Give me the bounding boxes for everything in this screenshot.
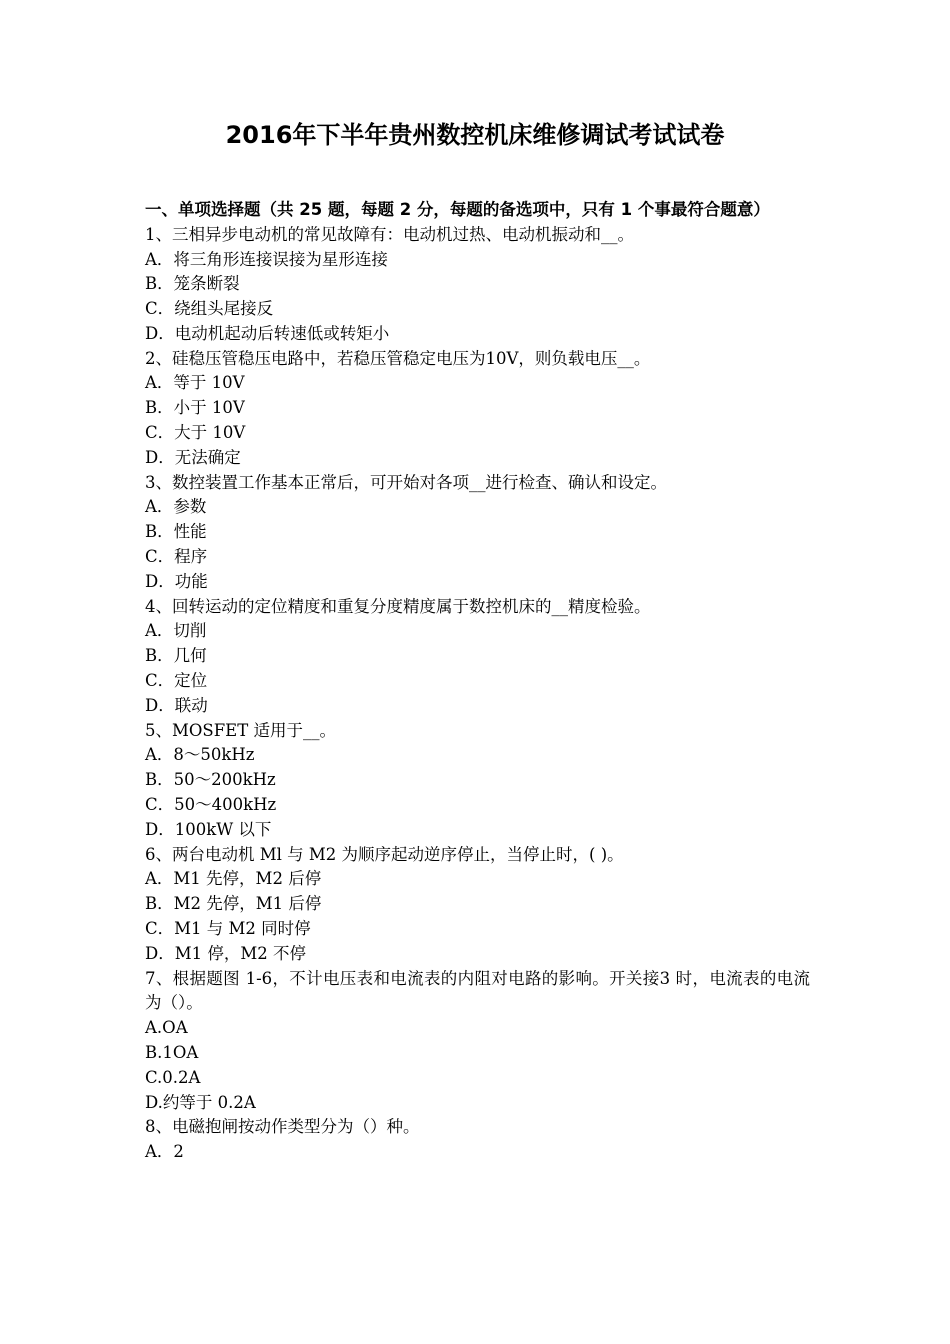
answer-option: A．2 [145, 1142, 184, 1162]
question-stem: 1、三相异步电动机的常见故障有：电动机过热、电动机振动和__。 [145, 224, 634, 244]
answer-option: C．大于 10V [145, 423, 246, 443]
document-title: 2016年下半年贵州数控机床维修调试考试试卷 [225, 121, 725, 149]
question-stem: 7、根据题图 1-6，不计电压表和电流表的内阻对电路的影响。开关接3 时，电流表的电流为（）。 [145, 968, 810, 1013]
answer-option: D．联动 [145, 695, 208, 715]
answer-option: C．M1 与 M2 同时停 [145, 919, 311, 939]
answer-option: C.0.2A [145, 1067, 201, 1087]
answer-option: C．程序 [145, 547, 208, 567]
answer-option: B．笼条断裂 [145, 274, 240, 294]
answer-option: B．性能 [145, 522, 207, 542]
answer-option: B.1OA [145, 1043, 199, 1062]
question-stem: 8、电磁抱闸按动作类型分为（）种。 [145, 1117, 420, 1137]
answer-option: C．绕组头尾接反 [145, 299, 274, 319]
question-stem: 3、数控装置工作基本正常后，可开始对各项__进行检查、确认和设定。 [145, 472, 667, 492]
answer-option: C．50～400kHz [145, 795, 277, 815]
answer-option: A．将三角形连接误接为星形连接 [145, 249, 388, 269]
answer-option: D．无法确定 [145, 447, 241, 467]
answer-option: A．等于 10V [145, 373, 245, 393]
answer-option: A.OA [145, 1018, 188, 1038]
answer-option: D．电动机起动后转速低或转矩小 [145, 323, 390, 343]
answer-option: A．切削 [145, 621, 207, 641]
answer-option: B．小于 10V [145, 398, 245, 418]
answer-option: D．功能 [145, 571, 208, 591]
question-stem: 5、MOSFET 适用于__。 [145, 720, 336, 740]
answer-option: D.约等于 0.2A [145, 1092, 256, 1112]
section-heading: 一、单项选择题（共 25 题，每题 2 分，每题的备选项中，只有 1 个事最符合题意） [145, 200, 770, 219]
answer-option: B．M2 先停，M1 后停 [145, 894, 322, 914]
question-stem: 2、硅稳压管稳压电路中，若稳压管稳定电压为10V，则负载电压__。 [145, 348, 651, 368]
answer-option: A．参数 [145, 497, 207, 517]
question-stem: 6、两台电动机 Ml 与 M2 为顺序起动逆序停止，当停止时，( )。 [145, 844, 624, 864]
answer-option: D．100kW 以下 [145, 819, 272, 839]
document-body [145, 198, 810, 1165]
answer-option: D．M1 停，M2 不停 [145, 943, 307, 963]
answer-option: C．定位 [145, 671, 208, 691]
question-stem: 4、回转运动的定位精度和重复分度精度属于数控机床的__精度检验。 [145, 596, 651, 616]
answer-option: B．几何 [145, 646, 207, 666]
answer-option: A．M1 先停，M2 后停 [145, 869, 322, 889]
answer-option: A．8～50kHz [145, 745, 255, 765]
answer-option: B．50～200kHz [145, 770, 276, 790]
